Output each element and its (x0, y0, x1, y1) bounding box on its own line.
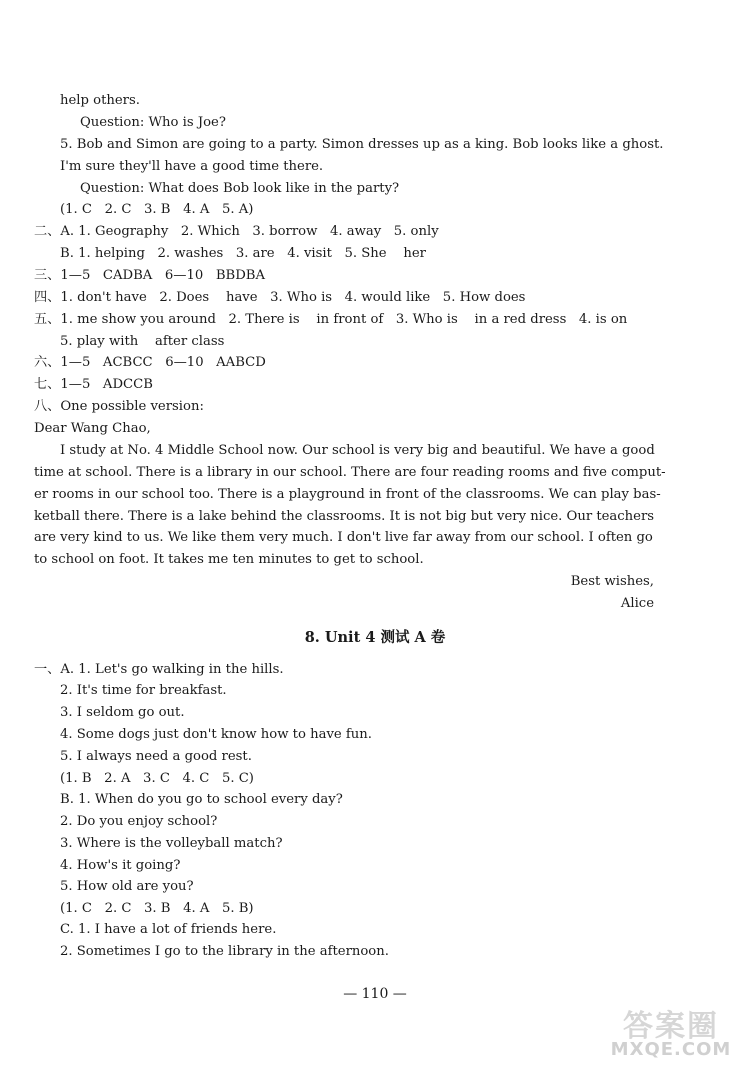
answer-line: 3. Where is the volleyball match? (60, 836, 283, 851)
watermark-text: 答案圈 (623, 1009, 719, 1044)
letter-closing: Best wishes, (570, 574, 654, 589)
watermark-logo (596, 1001, 746, 1063)
answer-line: 5. How old are you? (60, 879, 194, 894)
answer-line: 4. Some dogs just don't know how to have fun. (60, 727, 372, 742)
answer-line: 2. Sometimes I go to the library in the afternoon. (60, 944, 389, 959)
letter-line: to school on foot. It takes me ten minutes to get to school. (34, 552, 424, 567)
answer-line: B. 1. helping 2. washes 3. are 4. visit 5. She her (60, 246, 426, 261)
answer-line: 5. play with after class (60, 334, 225, 349)
section-line: 一、A. 1. Let's go walking in the hills. (34, 662, 284, 677)
section-heading: 8. Unit 4 测试 A 卷 (304, 629, 446, 646)
letter-signature: Alice (620, 596, 654, 611)
letter-line: I study at No. 4 Middle School now. Our school is very big and beautiful. We have a good (60, 443, 655, 458)
section-line: 二、A. 1. Geography 2. Which 3. borrow 4. away 5. only (34, 224, 439, 239)
page-number: — 110 — (343, 986, 407, 1002)
answer-line: C. 1. I have a lot of friends here. (60, 922, 277, 937)
letter-line: er rooms in our school too. There is a playground in front of the classrooms. We can play bas- (34, 487, 661, 502)
answer-line: 5. I always need a good rest. (60, 749, 252, 764)
answer-line: 2. Do you enjoy school? (60, 814, 218, 829)
section-line: 四、1. don't have 2. Does have 3. Who is 4. would like 5. How does (34, 290, 526, 305)
text-line: I'm sure they'll have a good time there. (60, 159, 324, 174)
letter-line: time at school. There is a library in our school. There are four reading rooms and five comput- (34, 465, 666, 480)
section-line: 八、One possible version: (34, 399, 204, 414)
letter-line: ketball there. There is a lake behind the classrooms. It is not big but very nice. Our teachers (34, 509, 655, 524)
section-line: 三、1—5 CADBA 6—10 BBDBA (34, 268, 265, 283)
answer-line: 4. How's it going? (60, 858, 181, 873)
text-line: Question: Who is Joe? (80, 115, 226, 130)
answer-line: (1. C 2. C 3. B 4. A 5. A) (60, 202, 254, 217)
answer-line: B. 1. When do you go to school every day? (60, 792, 343, 807)
watermark-url: MXQE.COM (610, 1039, 732, 1060)
text-line: 5. Bob and Simon are going to a party. Simon dresses up as a king. Bob looks like a ghost. (60, 137, 664, 152)
section-line: 五、1. me show you around 2. There is in front of 3. Who is in a red dress 4. is on (34, 312, 628, 327)
text-line: help others. (60, 93, 140, 108)
text-line: Question: What does Bob look like in the party? (80, 181, 400, 196)
letter-greeting: Dear Wang Chao, (34, 421, 151, 436)
answer-line: (1. B 2. A 3. C 4. C 5. C) (60, 771, 254, 786)
section-line: 六、1—5 ACBCC 6—10 AABCD (34, 355, 266, 370)
answer-line: (1. C 2. C 3. B 4. A 5. B) (60, 901, 254, 916)
answer-line: 2. It's time for breakfast. (60, 683, 227, 698)
answer-line: 3. I seldom go out. (60, 705, 185, 720)
letter-line: are very kind to us. We like them very much. I don't live far away from our school. I often go (34, 530, 653, 545)
section-line: 七、1—5 ADCCB (34, 377, 153, 392)
